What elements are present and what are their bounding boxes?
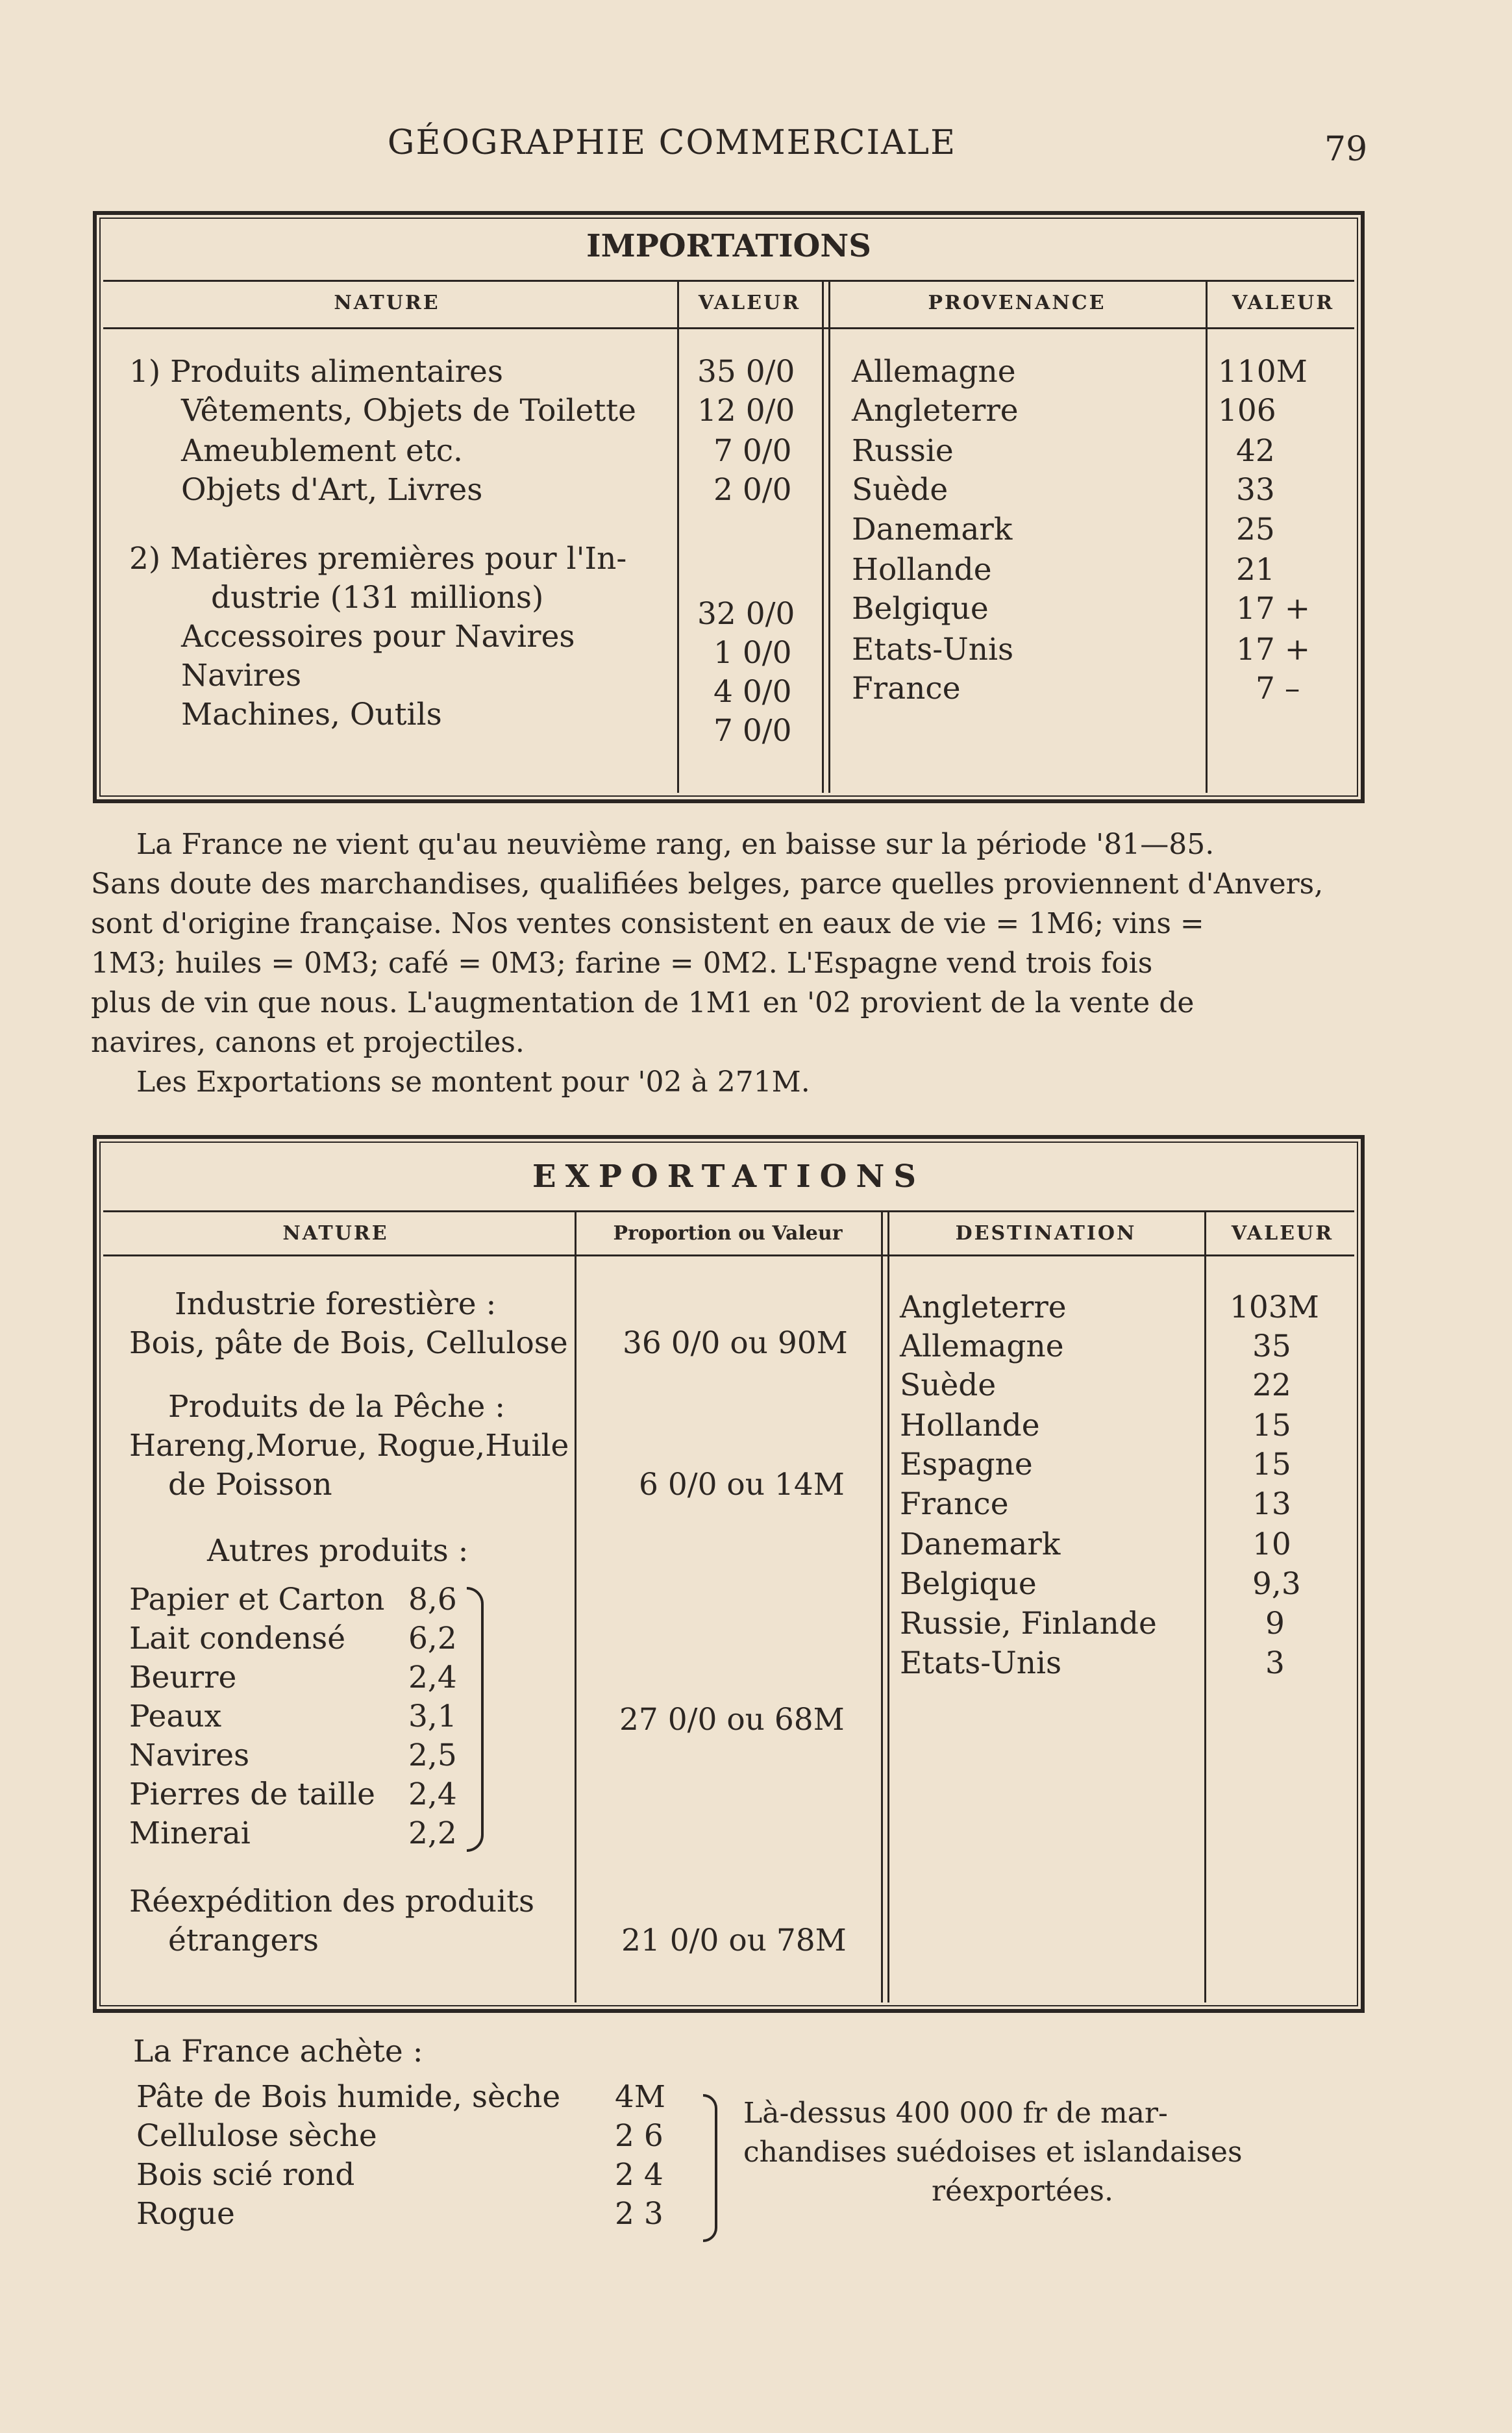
proportion-cell: 21 0/0 ou 78M (621, 1923, 847, 1958)
running-header: GÉOGRAPHIE COMMERCIALE (387, 123, 957, 162)
paragraph-line: sont d'origine française. Nos ventes consistent en eaux de vie = 1M6; vins = (91, 907, 1204, 940)
col-destination: DESTINATION (955, 1222, 1137, 1245)
valeur-cell: 1 0/0 (713, 635, 792, 671)
autres-value: 6,2 (408, 1621, 457, 1656)
dest-valeur-cell: 35 (1252, 1329, 1291, 1364)
note-line: réexportées. (932, 2175, 1113, 2208)
dest-valeur-cell: 9 (1265, 1606, 1285, 1641)
destination-cell: Allemagne (900, 1329, 1064, 1364)
autres-value: 2,2 (408, 1815, 457, 1851)
autres-name: Beurre (129, 1660, 237, 1695)
col-proportion: Proportion ou Valeur (613, 1222, 843, 1245)
autres-value: 3,1 (408, 1699, 457, 1734)
provenance-cell: Belgique (852, 591, 989, 627)
paragraph-line: Les Exportations se montent pour '02 à 271M. (136, 1066, 810, 1099)
dest-valeur-cell: 22 (1252, 1367, 1291, 1403)
dest-valeur-cell: 9,3 (1252, 1566, 1301, 1602)
prov-valeur-cell: 33 (1236, 472, 1275, 508)
nature-row: Vêtements, Objets de Toilette (181, 393, 636, 429)
achat-value: 2 6 (615, 2118, 663, 2154)
provenance-cell: Danemark (852, 512, 1013, 547)
valeur-cell: 4 0/0 (713, 674, 792, 710)
autres-name: Peaux (129, 1699, 222, 1734)
achat-name: Rogue (136, 2196, 235, 2232)
note-line: Là-dessus 400 000 fr de mar- (743, 2097, 1168, 2130)
provenance-cell: Suède (852, 472, 948, 508)
dest-valeur-cell: 15 (1252, 1408, 1291, 1443)
prov-valeur-cell: 106 (1218, 393, 1276, 429)
prov-valeur-cell: 25 (1236, 512, 1275, 547)
importations-title: IMPORTATIONS (586, 228, 871, 264)
achat-name: Bois scié rond (136, 2157, 355, 2193)
valeur-cell: 7 0/0 (713, 433, 792, 469)
prov-valeur-cell: 42 (1236, 433, 1275, 469)
nature-item: de Poisson (168, 1467, 332, 1503)
prov-valeur-cell: 7 – (1256, 671, 1300, 706)
col-provenance: PROVENANCE (928, 292, 1106, 314)
provenance-cell: Hollande (852, 552, 992, 588)
autres-name: Lait condensé (129, 1621, 346, 1656)
col-nature: NATURE (334, 292, 440, 314)
achat-name: Pâte de Bois humide, sèche (136, 2079, 561, 2115)
nature-row: Ameublement etc. (181, 433, 463, 469)
achat-value: 4M (615, 2079, 666, 2115)
nature-item: étrangers (168, 1923, 319, 1958)
nature-item: Hareng,Morue, Rogue,Huile (129, 1428, 569, 1464)
paragraph-line: La France ne vient qu'au neuvième rang, en baisse sur la période '81—85. (136, 828, 1215, 861)
destination-cell: Hollande (900, 1408, 1040, 1443)
france-achete-section (0, 2032, 1512, 2253)
note-line: chandises suédoises et islandaises (743, 2136, 1243, 2169)
dest-valeur-cell: 10 (1252, 1527, 1291, 1562)
dest-valeur-cell: 103M (1230, 1290, 1319, 1325)
nature-row: 2) Matières premières pour l'In- (129, 541, 627, 577)
autres-value: 2,4 (408, 1660, 457, 1695)
prov-valeur-cell: 110M (1218, 354, 1308, 390)
destination-cell: Etats-Unis (900, 1645, 1062, 1681)
valeur-cell: 32 0/0 (697, 596, 795, 632)
autres-name: Papier et Carton (129, 1582, 385, 1617)
col-valeur: VALEUR (698, 292, 801, 314)
dest-valeur-cell: 15 (1252, 1447, 1291, 1482)
autres-value: 2,4 (408, 1777, 457, 1812)
prov-valeur-cell: 17 + (1236, 632, 1311, 668)
autres-value: 2,5 (408, 1738, 457, 1773)
nature-row: Accessoires pour Navires (181, 619, 575, 655)
france-achete-title: La France achète : (133, 2034, 423, 2069)
nature-row: 1) Produits alimentaires (129, 354, 503, 390)
brace-right (467, 1587, 484, 1852)
prov-valeur-cell: 21 (1236, 552, 1275, 588)
autres-name: Pierres de taille (129, 1777, 375, 1812)
destination-cell: France (900, 1486, 1009, 1522)
achat-value: 2 4 (615, 2157, 663, 2193)
provenance-cell: Angleterre (852, 393, 1019, 429)
valeur-cell: 7 0/0 (713, 713, 792, 749)
col-valeur-2: VALEUR (1232, 292, 1335, 314)
paragraph-line: navires, canons et projectiles. (91, 1026, 525, 1059)
paragraph-line: 1M3; huiles = 0M3; café = 0M3; farine = 0M2. L'Espagne vend trois fois (91, 947, 1153, 980)
destination-cell: Espagne (900, 1447, 1033, 1482)
paragraph-line: plus de vin que nous. L'augmentation de 1M1 en '02 provient de la vente de (91, 986, 1195, 1019)
destination-cell: Angleterre (900, 1290, 1067, 1325)
col-valeur: VALEUR (1231, 1222, 1334, 1245)
nature-item: Bois, pâte de Bois, Cellulose (129, 1325, 568, 1361)
proportion-cell: 36 0/0 ou 90M (623, 1325, 848, 1361)
destination-cell: Belgique (900, 1566, 1037, 1602)
exportations-title: EXPORTATIONS (532, 1158, 925, 1195)
page-number: 79 (1324, 130, 1368, 169)
dest-valeur-cell: 3 (1265, 1645, 1285, 1681)
exportations-table (93, 1135, 1365, 2013)
paragraph-line: Sans doute des marchandises, qualifiées belges, parce quelles proviennent d'Anvers, (91, 867, 1324, 901)
achat-value: 2 3 (615, 2196, 663, 2232)
destination-cell: Russie, Finlande (900, 1606, 1157, 1641)
importations-table (93, 211, 1365, 803)
valeur-cell: 12 0/0 (697, 393, 795, 429)
achat-name: Cellulose sèche (136, 2118, 377, 2154)
dest-valeur-cell: 13 (1252, 1486, 1291, 1522)
nature-row: Navires (181, 658, 302, 693)
nature-heading: Produits de la Pêche : (168, 1389, 506, 1425)
autres-value: 8,6 (408, 1582, 457, 1617)
destination-cell: Danemark (900, 1527, 1061, 1562)
nature-row: dustrie (131 millions) (211, 580, 544, 616)
nature-row: Machines, Outils (181, 697, 442, 732)
brace-right (703, 2094, 717, 2242)
nature-item: Réexpédition des produits (129, 1884, 535, 1919)
nature-heading: Industrie forestière : (175, 1286, 497, 1322)
proportion-cell: 6 0/0 ou 14M (639, 1467, 845, 1503)
provenance-cell: Etats-Unis (852, 632, 1014, 668)
destination-cell: Suède (900, 1367, 997, 1403)
autres-name: Navires (129, 1738, 250, 1773)
provenance-cell: Russie (852, 433, 954, 469)
col-nature: NATURE (282, 1222, 389, 1245)
proportion-cell: 27 0/0 ou 68M (619, 1702, 845, 1738)
valeur-cell: 2 0/0 (713, 472, 792, 508)
prov-valeur-cell: 17 + (1236, 591, 1311, 627)
provenance-cell: France (852, 671, 961, 706)
nature-row: Objets d'Art, Livres (181, 472, 483, 508)
provenance-cell: Allemagne (852, 354, 1016, 390)
nature-heading: Autres produits : (207, 1533, 469, 1569)
valeur-cell: 35 0/0 (697, 354, 795, 390)
autres-name: Minerai (129, 1815, 251, 1851)
